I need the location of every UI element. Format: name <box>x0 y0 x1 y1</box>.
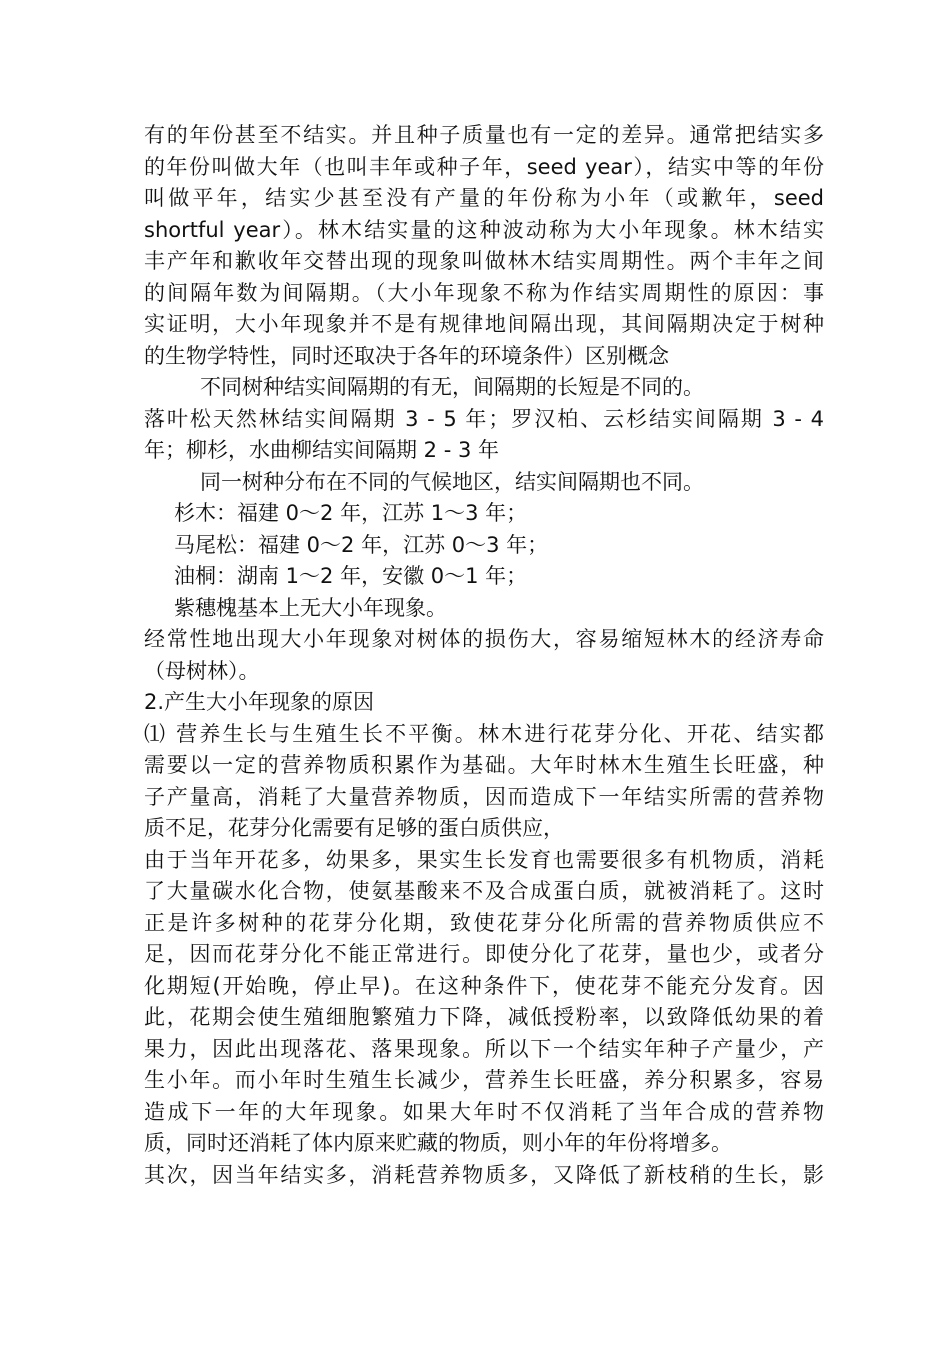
text-line: 造成下一年的大年现象。如果大年时不仅消耗了当年合成的营养物 <box>144 1099 824 1124</box>
text-line: 了大量碳水化合物，使氨基酸来不及合成蛋白质，就被消耗了。这时 <box>144 879 824 903</box>
text-line: 实证明，大小年现象并不是有规律地间隔出现，其间隔期决定于树种 <box>144 312 824 336</box>
text-line: 的间隔年数为间隔期。（大小年现象不称为作结实周期性的原因：事 <box>144 280 824 305</box>
text-line: 落叶松天然林结实间隔期 3 - 5 年；罗汉柏、云杉结实间隔期 3 - 4 <box>144 406 824 431</box>
text-line: shortful year）。林木结实量的这种波动称为大小年现象。林木结实 <box>144 217 824 242</box>
text-line: 化期短(开始晚，停止早)。在这种条件下，使花芽不能充分发育。因 <box>144 973 824 998</box>
text-line: 油桐：湖南 1～2 年，安徽 0～1 年； <box>174 564 528 588</box>
text-line: 紫穗槐基本上无大小年现象。 <box>174 595 447 620</box>
text-line: 的年份叫做大年（也叫丰年或种子年，seed year），结实中等的年份 <box>144 154 824 179</box>
text-line: 质，同时还消耗了体内原来贮藏的物质，则小年的年份将增多。 <box>144 1131 732 1155</box>
text-line: 足，因而花芽分化不能正常进行。即使分化了花芽，量也少，或者分 <box>144 942 824 966</box>
text-line: 其次，因当年结实多，消耗营养物质多，又降低了新枝稍的生长，影 <box>144 1162 824 1187</box>
text-line: 生小年。而小年时生殖生长减少，营养生长旺盛，养分积累多，容易 <box>144 1068 824 1092</box>
text-line: 子产量高，消耗了大量营养物质，因而造成下一年结实所需的营养物 <box>144 784 824 809</box>
text-line: ⑴ 营养生长与生殖生长不平衡。林木进行花芽分化、开花、结实都 <box>144 721 824 746</box>
text-line: 经常性地出现大小年现象对树体的损伤大，容易缩短林木的经济寿命 <box>144 627 824 651</box>
text-line: 由于当年开花多，幼果多，果实生长发育也需要很多有机物质，消耗 <box>144 847 824 872</box>
section-heading: 2.产生大小年现象的原因 <box>144 690 375 714</box>
text-line: 正是许多树种的花芽分化期，致使花芽分化所需的营养物质供应不 <box>144 910 824 935</box>
text-line: 不同树种结实间隔期的有无，间隔期的长短是不同的。 <box>200 375 704 399</box>
text-line: 需要以一定的营养物质积累作为基础。大年时林木生殖生长旺盛，种 <box>144 753 824 777</box>
text-line: 杉木：福建 0～2 年，江苏 1～3 年； <box>174 501 528 525</box>
text-line: 同一树种分布在不同的气候地区，结实间隔期也不同。 <box>200 469 704 494</box>
text-line: （母树林）。 <box>144 658 260 683</box>
text-line: 年；柳杉，水曲柳结实间隔期 2 - 3 年 <box>144 438 499 462</box>
text-line: 马尾松：福建 0～2 年，江苏 0～3 年； <box>174 532 549 557</box>
text-line: 质不足，花芽分化需要有足够的蛋白质供应， <box>144 816 564 840</box>
text-line: 丰产年和歉收年交替出现的现象叫做林木结实周期性。两个丰年之间 <box>144 249 824 273</box>
body-text <box>144 120 824 1191</box>
text-line: 叫做平年，结实少甚至没有产量的年份称为小年（或歉年，seed <box>144 186 824 210</box>
text-line: 的生物学特性，同时还取决于各年的环境条件）区别概念 <box>144 343 669 368</box>
text-line: 果力，因此出现落花、落果现象。所以下一个结实年种子产量少，产 <box>144 1036 824 1061</box>
text-line: 此，花期会使生殖细胞繁殖力下降，减低授粉率，以致降低幼果的着 <box>144 1005 824 1029</box>
text-line: 有的年份甚至不结实。并且种子质量也有一定的差异。通常把结实多 <box>144 123 824 147</box>
